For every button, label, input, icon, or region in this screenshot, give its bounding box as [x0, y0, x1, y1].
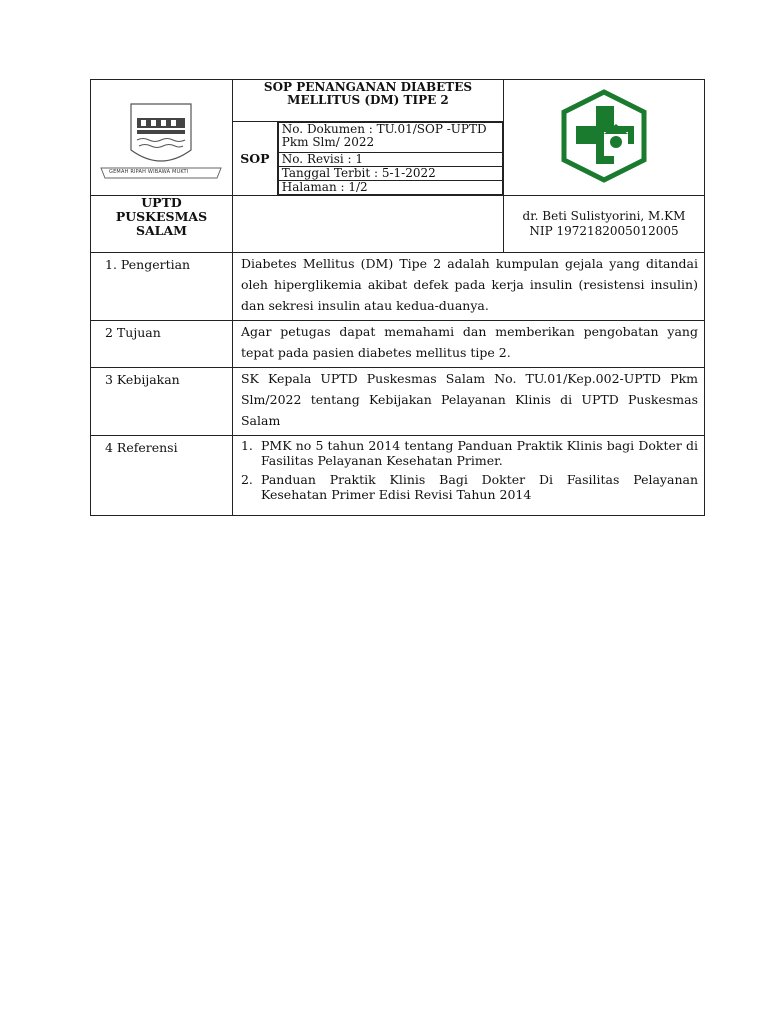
signer: [503, 196, 704, 253]
section-label: 1. Pengertian: [91, 253, 233, 321]
section-body: Diabetes Mellitus (DM) Tipe 2 adalah kumpulan gejala yang ditandai oleh hiperglikemia akibat defek pada kerja insulin (resistensi insulin) dan sekresi insulin atau kedua-duanya.: [232, 253, 704, 321]
org-name: UPTD PUSKESMAS SALAM: [91, 196, 233, 253]
list-item: [241, 472, 698, 502]
section-label: 4 Referensi: [91, 436, 233, 516]
list-number: 1.: [240, 438, 253, 453]
page-number: Halaman : 1/2: [278, 181, 502, 195]
list-text: Panduan Praktik Klinis Bagi Dokter Di Fasilitas Pelayanan Kesehatan Primer Edisi Revisi Tahun 2014: [260, 472, 698, 502]
issue-date: Tanggal Terbit : 5-1-2022: [278, 167, 502, 181]
section-label: 3 Kebijakan: [91, 368, 233, 436]
reference-list: [232, 436, 704, 516]
document-meta: [277, 122, 503, 196]
section-body: SK Kepala UPTD Puskesmas Salam No. TU.01/Kep.002-UPTD Pkm Slm/2022 tentang Kebijakan Pelayanan Klinis di UPTD Puskesmas Salam: [232, 368, 704, 436]
blank-cell: [232, 196, 503, 253]
logo-motto: GEMAH RIPAH WIBAWA MUKTI: [109, 169, 189, 175]
list-number: 2.: [240, 472, 253, 487]
section-label: 2 Tujuan: [91, 321, 233, 368]
list-item: [241, 438, 698, 468]
list-text: PMK no 5 tahun 2014 tentang Panduan Praktik Klinis bagi Dokter di Fasilitas Pelayanan Kesehatan Primer.: [260, 438, 698, 468]
signer-name: dr. Beti Sulistyorini, M.KM: [522, 209, 686, 223]
signer-nip: NIP 1972182005012005: [529, 224, 679, 238]
sop-label: SOP: [232, 122, 277, 196]
page-title: SOP PENANGANAN DIABETES MELLITUS (DM) TIPE 2: [232, 80, 503, 122]
health-logo-cell: [503, 80, 704, 196]
meta-table: [278, 122, 503, 195]
revision: No. Revisi : 1: [278, 153, 502, 167]
regency-logo-cell: [91, 80, 233, 196]
puskesmas-logo: [504, 82, 704, 194]
section-body: Agar petugas dapat memahami dan memberikan pengobatan yang tepat pada pasien diabetes mellitus tipe 2.: [232, 321, 704, 368]
doc-number: No. Dokumen : TU.01/SOP -UPTD Pkm Slm/ 2022: [278, 123, 502, 153]
sop-table: [90, 79, 705, 516]
